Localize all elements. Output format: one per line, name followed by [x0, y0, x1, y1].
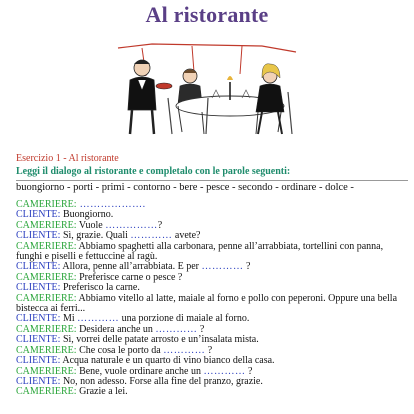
dialogue-line	[16, 294, 408, 315]
restaurant-illustration	[112, 42, 302, 140]
dialogue-text: Che cosa le porto da	[76, 344, 164, 356]
answer-blank[interactable]: …………	[201, 261, 244, 273]
answer-blank[interactable]: …………	[77, 313, 120, 325]
dialogue-text: Grazie a lei.	[76, 386, 128, 398]
dialogue-text: Buongiorno.	[60, 209, 114, 221]
speaker-label: CAMERIERE:	[16, 219, 77, 231]
speaker-label: CLIENTE:	[16, 355, 61, 367]
answer-blank[interactable]: …………	[163, 344, 206, 356]
speaker-label: CAMERIERE:	[16, 271, 77, 283]
dialogue-text: una porzione di maiale al forno.	[119, 313, 250, 325]
answer-blank[interactable]: …………	[130, 230, 173, 242]
speaker-label: CAMERIERE:	[16, 344, 77, 356]
dialogue-text: Allora, penne all’arrabbiata. E per	[60, 261, 202, 273]
dialogue-text: Abbiamo vitello al latte, maiale al forno e pollo con peperoni. Oppure una bella bistecca ai ferri...	[16, 292, 398, 315]
dialogue-text: ?	[197, 323, 205, 335]
speaker-label: CLIENTE:	[16, 230, 61, 242]
dialogue-text: Bene, vuole ordinare anche un	[76, 365, 204, 377]
dialogue-text: Acqua naturale e un quarto di vino bianco della casa.	[60, 355, 275, 367]
page-title: Al ristorante	[145, 2, 269, 27]
speaker-label: CAMERIERE:	[16, 386, 77, 398]
speaker-label: CAMERIERE:	[16, 240, 77, 252]
dialogue-text: ?	[157, 219, 163, 231]
dialogue-text: Preferisce carne o pesce ?	[76, 271, 183, 283]
exercise-instruction: Leggi il dialogo al ristorante e completalo con le parole seguenti:	[16, 166, 291, 177]
speaker-label: CAMERIERE:	[16, 292, 77, 304]
dialogue-text: Vuole	[76, 219, 106, 231]
answer-blank[interactable]: …………	[203, 365, 246, 377]
speaker-label: CAMERIERE:	[16, 365, 77, 377]
speaker-label: CLIENTE:	[16, 209, 61, 221]
answer-blank[interactable]: ……………….	[76, 199, 146, 210]
dialogue	[16, 200, 408, 398]
dialogue-text: Abbiamo spaghetti alla carbonara, penne all’arrabbiata, tortellini con panna, funghi e piselli e fettuccine al ragù.	[16, 240, 384, 263]
speaker-label: CLIENTE:	[16, 375, 61, 387]
word-bank: buongiorno - porti - primi - contorno - bere - pesce - secondo - ordinare - dolce -	[16, 182, 354, 193]
speaker-label: CLIENTE:	[16, 261, 61, 273]
dialogue-line	[16, 242, 408, 263]
speaker-label: CLIENTE:	[16, 313, 61, 325]
speaker-label: CAMERIERE:	[16, 323, 77, 335]
dialogue-text: Preferisco la carne.	[60, 282, 140, 294]
speaker-label: CLIENTE:	[16, 334, 61, 346]
answer-blank[interactable]: ……………	[105, 219, 158, 231]
dialogue-text: Sì, vorrei delle patate arrosto e un’insalata mista.	[60, 334, 259, 346]
speaker-label: CLIENTE:	[16, 282, 61, 294]
dialogue-text: avete?	[172, 230, 201, 242]
dialogue-text: ?	[245, 365, 253, 377]
dialogue-text: ?	[205, 344, 213, 356]
dialogue-line	[16, 387, 408, 397]
dialogue-text: No, non adesso. Forse alla fine del pranzo, grazie.	[60, 375, 263, 387]
dialogue-text: ?	[243, 261, 251, 273]
divider	[16, 180, 408, 181]
dialogue-text: Mi	[60, 313, 78, 325]
dialogue-text: Sì, grazie. Quali	[60, 230, 131, 242]
speaker-label: CAMERIERE:	[16, 199, 77, 210]
dialogue-text: Desidera anche un	[76, 323, 156, 335]
answer-blank[interactable]: …………	[155, 323, 198, 335]
exercise-title: Esercizio 1 - Al ristorante	[16, 153, 119, 164]
